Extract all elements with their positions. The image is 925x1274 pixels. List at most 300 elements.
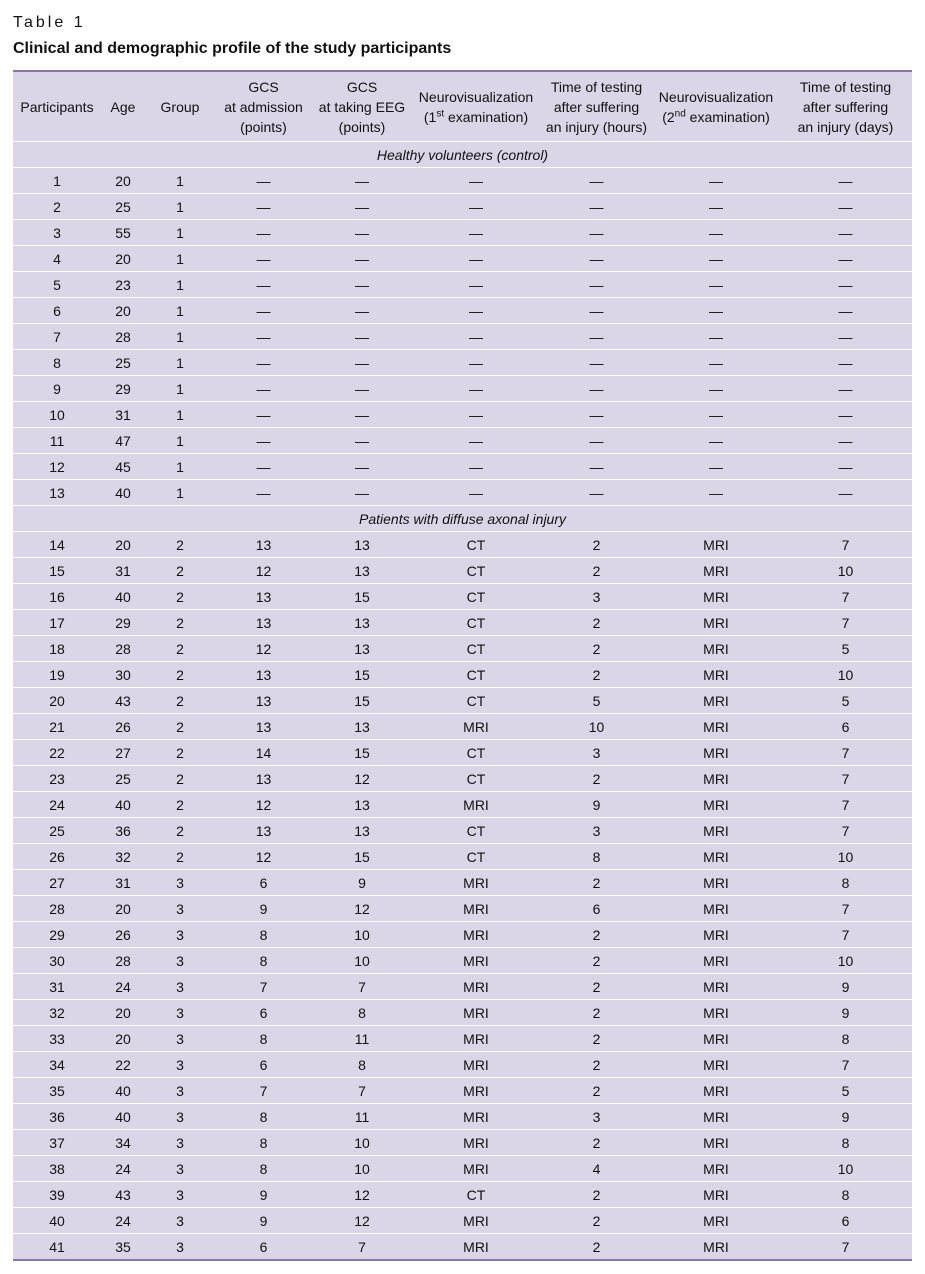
cell-group: 1: [145, 428, 215, 454]
cell-time-days: —: [779, 454, 912, 480]
cell-time-days: 7: [779, 740, 912, 766]
cell-participant: 23: [13, 766, 101, 792]
table-row: [13, 298, 912, 324]
cell-gcs-admission: 13: [215, 766, 312, 792]
cell-participant: 38: [13, 1156, 101, 1182]
cell-neurovisualization-2: —: [653, 480, 779, 506]
cell-neurovisualization-2: MRI: [653, 1130, 779, 1156]
cell-participant: 9: [13, 376, 101, 402]
cell-group: 1: [145, 168, 215, 194]
cell-participant: 34: [13, 1052, 101, 1078]
header-group: Group: [145, 71, 215, 142]
cell-time-days: 8: [779, 1026, 912, 1052]
cell-neurovisualization-2: —: [653, 194, 779, 220]
cell-gcs-admission: 13: [215, 532, 312, 558]
cell-neurovisualization-1: CT: [412, 766, 540, 792]
table-row: [13, 662, 912, 688]
cell-group: 3: [145, 1104, 215, 1130]
cell-time-hours: 10: [540, 714, 653, 740]
cell-time-hours: —: [540, 376, 653, 402]
cell-gcs-admission: 9: [215, 896, 312, 922]
cell-age: 40: [101, 584, 145, 610]
cell-gcs-eeg: 15: [312, 662, 412, 688]
cell-age: 28: [101, 324, 145, 350]
cell-time-days: 7: [779, 818, 912, 844]
cell-neurovisualization-2: —: [653, 350, 779, 376]
table-row: [13, 454, 912, 480]
cell-gcs-admission: —: [215, 324, 312, 350]
table-row: [13, 610, 912, 636]
cell-group: 1: [145, 402, 215, 428]
cell-age: 29: [101, 610, 145, 636]
cell-neurovisualization-1: MRI: [412, 1000, 540, 1026]
cell-neurovisualization-1: MRI: [412, 896, 540, 922]
cell-gcs-admission: 13: [215, 714, 312, 740]
cell-participant: 33: [13, 1026, 101, 1052]
table-label: Table 1: [13, 14, 86, 31]
cell-time-days: —: [779, 350, 912, 376]
cell-age: 45: [101, 454, 145, 480]
cell-group: 3: [145, 1000, 215, 1026]
cell-time-hours: 2: [540, 1078, 653, 1104]
cell-group: 2: [145, 532, 215, 558]
cell-neurovisualization-1: MRI: [412, 870, 540, 896]
cell-age: 25: [101, 766, 145, 792]
table-row: [13, 532, 912, 558]
header-age: Age: [101, 71, 145, 142]
cell-participant: 39: [13, 1182, 101, 1208]
cell-neurovisualization-2: MRI: [653, 1156, 779, 1182]
cell-neurovisualization-1: CT: [412, 610, 540, 636]
cell-time-days: 7: [779, 922, 912, 948]
table-row: [13, 350, 912, 376]
cell-gcs-eeg: 13: [312, 818, 412, 844]
cell-neurovisualization-2: MRI: [653, 896, 779, 922]
cell-age: 31: [101, 558, 145, 584]
header-participants: Participants: [13, 71, 101, 142]
cell-gcs-admission: 7: [215, 1078, 312, 1104]
cell-age: 34: [101, 1130, 145, 1156]
cell-neurovisualization-2: MRI: [653, 1026, 779, 1052]
cell-gcs-admission: 6: [215, 870, 312, 896]
cell-neurovisualization-1: CT: [412, 740, 540, 766]
cell-age: 31: [101, 870, 145, 896]
cell-participant: 1: [13, 168, 101, 194]
cell-participant: 8: [13, 350, 101, 376]
cell-neurovisualization-2: MRI: [653, 1052, 779, 1078]
cell-participant: 2: [13, 194, 101, 220]
cell-time-hours: 9: [540, 792, 653, 818]
cell-age: 36: [101, 818, 145, 844]
cell-age: 40: [101, 480, 145, 506]
cell-neurovisualization-2: MRI: [653, 818, 779, 844]
cell-age: 23: [101, 272, 145, 298]
cell-age: 35: [115, 1238, 131, 1255]
cell-time-hours: —: [540, 246, 653, 272]
cell-time-hours: 2: [540, 1130, 653, 1156]
cell-time-hours: 2: [540, 922, 653, 948]
cell-gcs-admission: 6: [215, 1052, 312, 1078]
cell-group: 1: [145, 480, 215, 506]
cell-gcs-admission: —: [215, 272, 312, 298]
table-row: [13, 948, 912, 974]
cell-time-days: 5: [779, 1078, 912, 1104]
cell-group: 1: [145, 194, 215, 220]
table-row: [13, 1156, 912, 1182]
cell-group: 3: [145, 1078, 215, 1104]
cell-gcs-admission: —: [215, 454, 312, 480]
cell-gcs-admission: —: [215, 350, 312, 376]
cell-gcs-admission: —: [215, 376, 312, 402]
header-gcs-admission: GCS at admission (points): [215, 71, 312, 142]
cell-gcs-eeg: 7: [312, 1078, 412, 1104]
cell-neurovisualization-1: —: [412, 220, 540, 246]
cell-age: 55: [101, 220, 145, 246]
cell-age: 31: [101, 402, 145, 428]
cell-group: 3: [145, 896, 215, 922]
cell-group: 1: [145, 298, 215, 324]
cell-neurovisualization-1: CT: [412, 818, 540, 844]
cell-gcs-eeg: 8: [312, 1052, 412, 1078]
header-time-hours: Time of testing after suffering an injury (hours): [540, 71, 653, 142]
cell-neurovisualization-2: MRI: [653, 1104, 779, 1130]
cell-time-hours: 2: [540, 974, 653, 1000]
cell-group: 2: [145, 766, 215, 792]
cell-age: 26: [101, 714, 145, 740]
cell-group: 1: [145, 376, 215, 402]
cell-time-days: —: [779, 298, 912, 324]
table-row: [13, 1208, 912, 1234]
cell-gcs-eeg: 10: [312, 948, 412, 974]
cell-neurovisualization-2: MRI: [653, 1000, 779, 1026]
cell-time-days: —: [779, 324, 912, 350]
table-row: [13, 818, 912, 844]
cell-gcs-admission: 12: [215, 844, 312, 870]
cell-group: 2: [145, 740, 215, 766]
table-row: [13, 766, 912, 792]
cell-group: 1: [145, 246, 215, 272]
cell-gcs-admission: 8: [215, 1130, 312, 1156]
cell-gcs-admission: 13: [215, 662, 312, 688]
cell-neurovisualization-1: CT: [412, 636, 540, 662]
section-title: Healthy volunteers (control): [13, 142, 912, 168]
cell-gcs-admission: —: [215, 194, 312, 220]
cell-age: 27: [101, 740, 145, 766]
header-row: [13, 71, 912, 142]
cell-neurovisualization-1: MRI: [412, 792, 540, 818]
cell-neurovisualization-1: —: [412, 428, 540, 454]
cell-gcs-admission: 12: [215, 558, 312, 584]
cell-gcs-eeg: —: [312, 298, 412, 324]
cell-time-days: 7: [841, 1238, 850, 1255]
cell-age: 40: [101, 1104, 145, 1130]
cell-time-hours: 2: [540, 662, 653, 688]
cell-neurovisualization-1: MRI: [412, 1208, 540, 1234]
cell-gcs-eeg: 8: [312, 1000, 412, 1026]
cell-group: 2: [145, 558, 215, 584]
participants-table-container: [13, 70, 912, 1261]
cell-neurovisualization-2: MRI: [653, 532, 779, 558]
cell-gcs-eeg: 13: [312, 636, 412, 662]
table-row: [13, 844, 912, 870]
cell-gcs-eeg: 13: [312, 714, 412, 740]
cell-time-hours: 2: [540, 1208, 653, 1234]
cell-participant: 6: [13, 298, 101, 324]
cell-age: 47: [101, 428, 145, 454]
table-row: [13, 246, 912, 272]
cell-time-days: 5: [779, 636, 912, 662]
cell-time-days: 10: [779, 558, 912, 584]
cell-group: 2: [145, 610, 215, 636]
cell-time-hours: 2: [540, 1000, 653, 1026]
cell-participant: 10: [13, 402, 101, 428]
cell-participant: 31: [13, 974, 101, 1000]
cell-gcs-admission: —: [215, 246, 312, 272]
cell-time-days: 7: [779, 610, 912, 636]
cell-time-days: —: [779, 194, 912, 220]
cell-neurovisualization-2: —: [653, 246, 779, 272]
cell-group: 3: [145, 948, 215, 974]
cell-neurovisualization-1: MRI: [412, 922, 540, 948]
table-row: [13, 740, 912, 766]
cell-neurovisualization-1: —: [412, 454, 540, 480]
cell-gcs-admission: —: [215, 428, 312, 454]
cell-time-days: 9: [779, 974, 912, 1000]
cell-time-hours: 2: [540, 766, 653, 792]
cell-neurovisualization-2: MRI: [703, 1238, 729, 1255]
cell-time-days: 9: [779, 1104, 912, 1130]
cell-gcs-eeg: 13: [312, 792, 412, 818]
cell-time-days: 10: [779, 948, 912, 974]
cell-time-days: —: [779, 480, 912, 506]
cell-gcs-eeg: —: [312, 272, 412, 298]
cell-gcs-eeg: 10: [312, 922, 412, 948]
cell-neurovisualization-1: MRI: [412, 714, 540, 740]
cell-gcs-eeg: 13: [312, 532, 412, 558]
cell-gcs-admission: 8: [215, 1104, 312, 1130]
cell-time-hours: —: [540, 272, 653, 298]
table-row: [13, 870, 912, 896]
cell-time-hours: 2: [540, 870, 653, 896]
cell-time-hours: 2: [540, 610, 653, 636]
cell-neurovisualization-2: —: [653, 428, 779, 454]
cell-gcs-eeg: —: [312, 454, 412, 480]
cell-age: 25: [101, 194, 145, 220]
cell-age: 20: [101, 246, 145, 272]
cell-group: 3: [145, 1208, 215, 1234]
cell-neurovisualization-2: MRI: [653, 792, 779, 818]
table-title: Clinical and demographic profile of the study participants: [13, 40, 452, 57]
cell-neurovisualization-1: MRI: [463, 1238, 489, 1255]
cell-participant: 7: [13, 324, 101, 350]
cell-time-hours: —: [540, 220, 653, 246]
table-row: [13, 922, 912, 948]
cell-age: 28: [101, 948, 145, 974]
cell-neurovisualization-2: —: [653, 324, 779, 350]
cell-participant: 19: [13, 662, 101, 688]
table-row: [13, 1104, 912, 1130]
cell-gcs-eeg: 12: [312, 1182, 412, 1208]
cell-time-days: 8: [779, 870, 912, 896]
cell-neurovisualization-2: MRI: [653, 610, 779, 636]
cell-participant: 37: [13, 1130, 101, 1156]
table-row: [13, 220, 912, 246]
cell-gcs-eeg: —: [312, 220, 412, 246]
table-row: [13, 584, 912, 610]
cell-participant: 24: [13, 792, 101, 818]
cell-neurovisualization-2: MRI: [653, 1182, 779, 1208]
cell-participant: 18: [13, 636, 101, 662]
cell-time-days: 8: [779, 1130, 912, 1156]
cell-time-hours: 2: [540, 1052, 653, 1078]
cell-time-hours: —: [540, 298, 653, 324]
cell-time-hours: 5: [540, 688, 653, 714]
section-row: [13, 142, 912, 168]
cell-participant: 32: [13, 1000, 101, 1026]
cell-time-days: 5: [779, 688, 912, 714]
table-row: [13, 558, 912, 584]
cell-gcs-admission: 9: [215, 1182, 312, 1208]
cell-gcs-admission: —: [215, 298, 312, 324]
cell-gcs-eeg: 12: [312, 766, 412, 792]
cell-participant: 14: [13, 532, 101, 558]
cell-neurovisualization-1: MRI: [412, 1078, 540, 1104]
cell-group: 2: [145, 636, 215, 662]
cell-neurovisualization-1: —: [412, 194, 540, 220]
cell-gcs-admission: 14: [215, 740, 312, 766]
cell-gcs-eeg: 13: [312, 558, 412, 584]
cell-participant: 5: [13, 272, 101, 298]
cell-gcs-admission: 6: [215, 1000, 312, 1026]
cell-age: 20: [101, 298, 145, 324]
cell-gcs-admission: 13: [215, 584, 312, 610]
cell-time-days: 9: [779, 1000, 912, 1026]
cell-neurovisualization-2: —: [653, 376, 779, 402]
cell-neurovisualization-1: MRI: [412, 1130, 540, 1156]
cell-time-days: —: [779, 246, 912, 272]
cell-gcs-eeg: 7: [312, 974, 412, 1000]
participants-table: [13, 70, 912, 1261]
table-row: [13, 1234, 912, 1261]
cell-gcs-admission: 6: [259, 1238, 268, 1255]
table-row: [13, 1000, 912, 1026]
cell-age: 24: [101, 1208, 145, 1234]
cell-time-hours: 2: [540, 532, 653, 558]
table-row: [13, 1026, 912, 1052]
section-row: [13, 506, 912, 532]
cell-neurovisualization-2: MRI: [653, 636, 779, 662]
table-row: [13, 1078, 912, 1104]
cell-gcs-eeg: 9: [312, 870, 412, 896]
cell-time-hours: 3: [540, 584, 653, 610]
cell-neurovisualization-1: CT: [412, 584, 540, 610]
cell-neurovisualization-2: MRI: [653, 844, 779, 870]
cell-group: 1: [145, 350, 215, 376]
cell-time-hours: 2: [540, 948, 653, 974]
cell-age: 20: [101, 896, 145, 922]
cell-group: 3: [145, 1026, 215, 1052]
cell-time-hours: —: [540, 402, 653, 428]
cell-gcs-admission: 12: [215, 636, 312, 662]
table-row: [13, 792, 912, 818]
cell-time-days: 10: [779, 844, 912, 870]
cell-neurovisualization-2: MRI: [653, 584, 779, 610]
cell-time-days: —: [779, 402, 912, 428]
cell-time-hours: 4: [540, 1156, 653, 1182]
cell-time-days: —: [779, 428, 912, 454]
cell-neurovisualization-2: MRI: [653, 870, 779, 896]
cell-group: 3: [145, 870, 215, 896]
cell-time-days: —: [779, 272, 912, 298]
cell-age: 29: [101, 376, 145, 402]
cell-gcs-admission: 8: [215, 1026, 312, 1052]
cell-gcs-eeg: 15: [312, 584, 412, 610]
cell-neurovisualization-2: MRI: [653, 714, 779, 740]
table-row: [13, 688, 912, 714]
cell-neurovisualization-1: —: [412, 480, 540, 506]
table-row: [13, 714, 912, 740]
cell-gcs-eeg: 12: [312, 1208, 412, 1234]
cell-time-hours: —: [540, 454, 653, 480]
cell-gcs-eeg: 12: [312, 896, 412, 922]
table-body: [13, 142, 912, 1261]
section-title: Patients with diffuse axonal injury: [13, 506, 912, 532]
cell-neurovisualization-1: CT: [412, 532, 540, 558]
cell-time-hours: 8: [540, 844, 653, 870]
cell-neurovisualization-1: MRI: [412, 948, 540, 974]
cell-time-days: 6: [779, 1208, 912, 1234]
table-row: [13, 428, 912, 454]
table-row: [13, 272, 912, 298]
cell-participant: 16: [13, 584, 101, 610]
cell-gcs-eeg: —: [312, 350, 412, 376]
cell-time-days: 10: [779, 662, 912, 688]
cell-participant: 22: [13, 740, 101, 766]
cell-group: 1: [145, 454, 215, 480]
cell-gcs-eeg: 15: [312, 740, 412, 766]
cell-time-days: —: [779, 220, 912, 246]
cell-time-hours: —: [540, 194, 653, 220]
cell-age: 24: [101, 974, 145, 1000]
cell-gcs-admission: —: [215, 402, 312, 428]
cell-time-days: 7: [779, 584, 912, 610]
cell-age: 25: [101, 350, 145, 376]
table-row: [13, 1182, 912, 1208]
cell-age: 30: [101, 662, 145, 688]
cell-group: 3: [145, 974, 215, 1000]
cell-time-days: —: [779, 376, 912, 402]
cell-neurovisualization-1: —: [412, 298, 540, 324]
cell-group: 2: [145, 584, 215, 610]
cell-participant: 20: [13, 688, 101, 714]
cell-group: 1: [145, 272, 215, 298]
table-row: [13, 168, 912, 194]
table-row: [13, 896, 912, 922]
cell-gcs-eeg: —: [312, 246, 412, 272]
table-row: [13, 1130, 912, 1156]
cell-neurovisualization-1: CT: [412, 688, 540, 714]
cell-participant: 29: [13, 922, 101, 948]
cell-time-hours: —: [540, 428, 653, 454]
cell-gcs-admission: 13: [215, 688, 312, 714]
cell-gcs-eeg: —: [312, 324, 412, 350]
cell-participant: 36: [13, 1104, 101, 1130]
cell-neurovisualization-1: MRI: [412, 1156, 540, 1182]
cell-age: 40: [101, 792, 145, 818]
cell-age: 20: [101, 532, 145, 558]
cell-neurovisualization-2: MRI: [653, 1208, 779, 1234]
cell-group: 3: [145, 1052, 215, 1078]
